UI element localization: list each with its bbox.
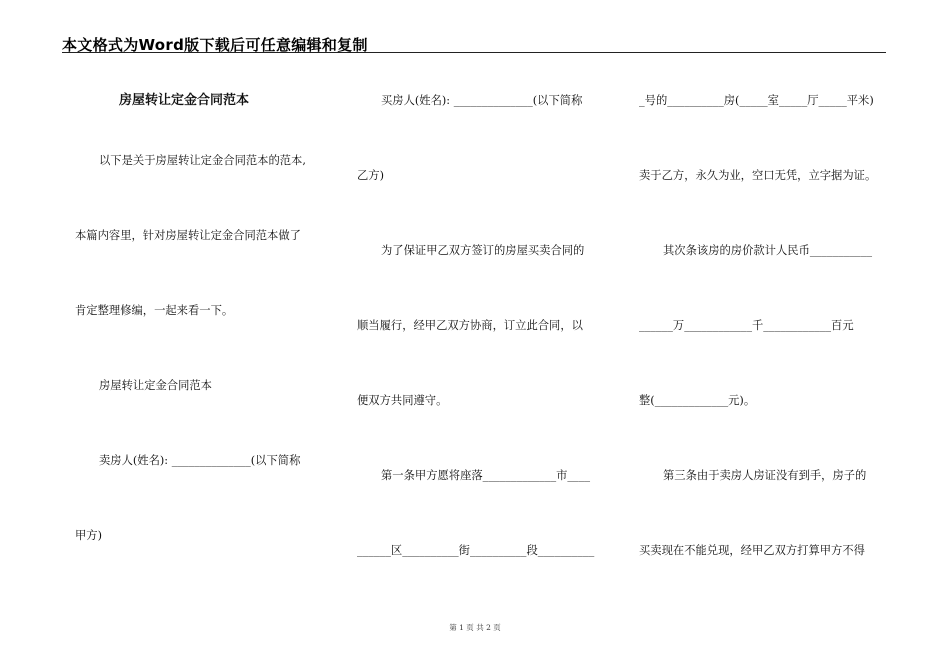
section-heading: 房屋转让定金合同范本 bbox=[99, 379, 212, 392]
paragraph-line: 买卖现在不能兑现，经甲乙双方打算甲方不得 bbox=[639, 544, 865, 557]
paragraph-line: 乙方) bbox=[357, 169, 385, 182]
paragraph-line: 为了保证甲乙双方签订的房屋买卖合同的 bbox=[381, 244, 585, 257]
paragraph-line: 第一条甲方愿将座落_____________市____ bbox=[381, 469, 590, 482]
document-banner: 本文格式为Word版下载后可任意编辑和复制 bbox=[62, 36, 368, 54]
paragraph-line: 便双方共同遵守。 bbox=[357, 394, 448, 407]
page-number-footer: 第 1 页 共 2 页 bbox=[449, 623, 501, 632]
paragraph-line: _号的__________房(_____室_____厅_____平米) bbox=[639, 94, 874, 107]
paragraph-line: 第三条由于卖房人房证没有到手，房子的 bbox=[663, 469, 867, 482]
paragraph-line: 肯定整理修编，一起来看一下。 bbox=[75, 304, 234, 317]
paragraph-line: ______区__________街__________段__________ bbox=[357, 544, 595, 557]
paragraph-line: 卖房人(姓名): ______________(以下简称 bbox=[99, 454, 301, 467]
document-title: 房屋转让定金合同范本 bbox=[119, 93, 250, 108]
paragraph-line: 本篇内容里，针对房屋转让定金合同范本做了 bbox=[75, 229, 301, 242]
text-column-3 bbox=[639, 0, 885, 620]
paragraph-line: 卖于乙方，永久为业，空口无凭，立字据为证。 bbox=[639, 169, 877, 182]
paragraph-line: 以下是关于房屋转让定金合同范本的范本, bbox=[99, 154, 306, 167]
paragraph-line: 甲方) bbox=[75, 529, 103, 542]
paragraph-line: ______万____________千____________百元 bbox=[639, 319, 854, 332]
paragraph-line: 买房人(姓名): ______________(以下简称 bbox=[381, 94, 583, 107]
paragraph-line: 其次条该房的房价款计人民币___________ bbox=[663, 244, 872, 257]
paragraph-line: 整(_____________元)。 bbox=[639, 394, 756, 407]
text-column-1 bbox=[75, 0, 321, 620]
paragraph-line: 顺当履行，经甲乙双方协商，订立此合同，以 bbox=[357, 319, 583, 332]
text-column-2 bbox=[357, 0, 603, 620]
